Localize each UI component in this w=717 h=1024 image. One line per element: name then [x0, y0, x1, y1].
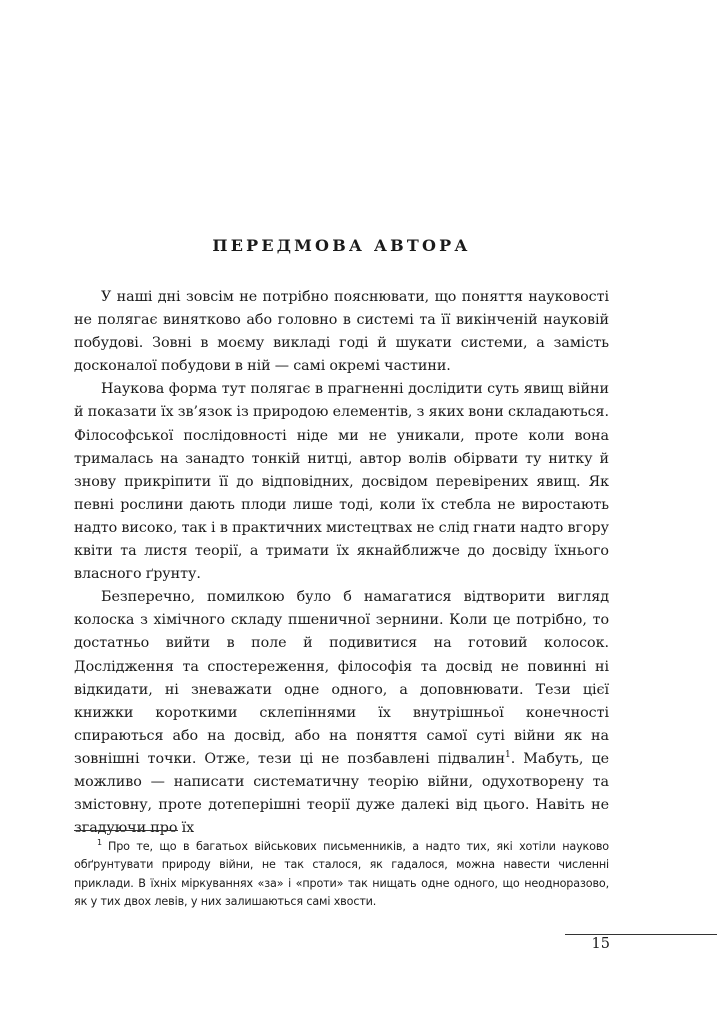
footnote-separator [74, 830, 178, 831]
paragraph [74, 586, 609, 840]
footnote [74, 838, 609, 912]
footnote-body: Про те, що в багатьох військових письменників, а надто тих, які хотіли науково обґрунтувати природу війни, не так сталося, як гадалося, можна навести численні приклади. В їхніх міркуваннях «за» і «проти» так нищать одне одного, що неодноразово, як у тих двох левів, у них залишаються самі хвости. [74, 840, 609, 909]
chapter-heading: ПЕРЕДМОВА АВТОРА [212, 236, 471, 255]
footnote-reference[interactable]: 1 [505, 750, 511, 761]
paragraph-text: Безперечно, помилкою було б намагатися відтворити вигляд колоска з хімічного складу пшеничної зернини. Коли це потрібно, то достатньо вийти в поле й подивитися на готовий колосок. Дослідження та спостереження, філософія та досвід не повинні ні відкидати, ні зневажати одне одного, а доповнювати. Тези цієї книжки короткими склепіннями їх внутрішньої конечності спираються або на досвід, або на поняття самої суті війни як на зовнішні точки. Отже, тези ці не позбавлені підвалин [74, 589, 609, 767]
page-number-rule [565, 934, 717, 935]
page-number: 15 [591, 936, 610, 952]
footnote-marker: 1 [97, 838, 102, 848]
paragraph-text-continued: . Мабуть, це можливо — написати систематичну теорію війни, одухотворену та змістовну, проте дотеперішні теорії дуже далекі від цього. Навіть не згадуючи про їх [74, 750, 610, 837]
main-text [74, 286, 609, 840]
footnote-text [74, 838, 609, 912]
paragraph: У наші дні зовсім не потрібно пояснювати, що поняття науковості не полягає винятково або головно в системі та її викінченій науковій побудові. Зовні в моєму викладі годі й шукати системи, а замість досконалої побудови в ній — самі окремі частини. [74, 289, 609, 375]
paragraph: Наукова форма тут полягає в прагненні дослідити суть явищ війни й показати їх зв’язок із природою елементів, з яких вони складаються. Філософської послідовності ніде ми не уникали, проте коли вона трималась на занадто тонкій нитці, автор волів обірвати ту нитку й знову прикріпити її до відповідних, досвідом перевірених явищ. Як певні рослини дають плоди лише тоді, коли їх стебла не виростають надто високо, так і в практичних мистецтвах не слід гнати надто вгору квіти та листя теорії, а тримати їх якнайближче до досвіду їхнього власного ґрунту. [74, 381, 609, 583]
